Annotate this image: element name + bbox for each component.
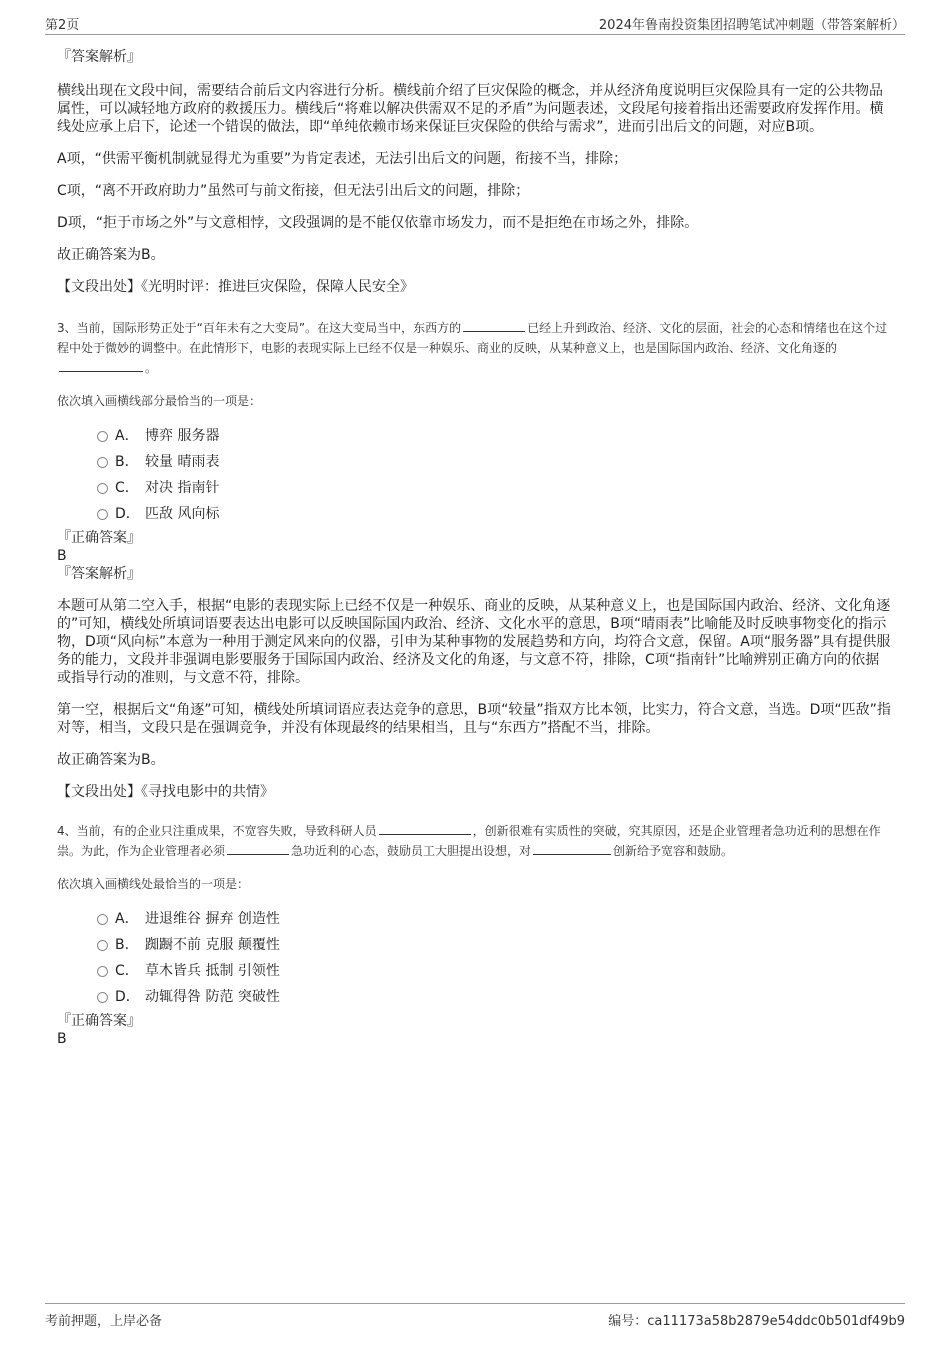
radio-icon[interactable] <box>97 457 108 468</box>
analysis-paragraph: D项，“拒于市场之外”与文意相悖，文段强调的是不能仅依靠市场发力，而不是拒绝在市场之外，排除。 <box>57 215 699 231</box>
fill-blank <box>463 319 525 332</box>
radio-icon[interactable] <box>97 966 108 977</box>
question-stem: 4、当前，有的企业只注重成果，不宽容失败，导致科研人员 ，创新很难有实质性的突破，究其原因，还是企业管理者急功近利的思想在作祟。为此，作为企业管理者必须 急功近利的心态，鼓励员工大胆提出设想，对 创新给予宽容和鼓励。 <box>57 824 881 858</box>
radio-icon[interactable] <box>97 940 108 951</box>
radio-icon[interactable] <box>97 992 108 1003</box>
fill-blank <box>379 822 471 835</box>
document-title: 2024年鲁南投资集团招聘笔试冲刺题（带答案解析） <box>598 18 905 33</box>
answer-label: 『正确答案』 <box>57 530 141 546</box>
question-prompt: 依次填入画横线部分最恰当的一项是： <box>57 394 262 408</box>
radio-icon[interactable] <box>97 509 108 520</box>
fill-blank <box>533 842 611 855</box>
page-header <box>45 12 905 35</box>
analysis-paragraph: 横线出现在文段中间，需要结合前后文内容进行分析。横线前介绍了巨灾保险的概念，并从经济角度说明巨灾保险具有一定的公共物品属性，可以减轻地方政府的救援压力。横线后“将难以解决供需双不足的矛盾”为问题表述，文段尾句接着指出还需要政府发挥作用。横线处应承上启下，论述一个错误的做法，即“单纯依赖市场来保证巨灾保险的供给与需求”，进而引出后文的问题，对应B项。 <box>57 83 884 135</box>
analysis-paragraph: C项，“离不开政府助力”虽然可与前文衔接，但无法引出后文的问题，排除； <box>57 183 530 199</box>
option-b[interactable]: B． 踟蹰不前 克服 颠覆性 <box>57 932 892 958</box>
answer-value: B <box>57 1031 67 1047</box>
fill-blank <box>227 842 289 855</box>
option-c[interactable]: C． 对决 指南针 <box>57 475 892 501</box>
answer-conclusion: 故正确答案为B。 <box>57 247 165 263</box>
page-number: 第2页 <box>45 18 80 33</box>
footer-slogan: 考前押题，上岸必备 <box>45 1314 163 1329</box>
document-code: 编号：ca11173a58b2879e54ddc0b501df49b9 <box>608 1314 905 1329</box>
source-citation: 【文段出处】《寻找电影中的共情》 <box>57 784 274 800</box>
main-content <box>57 48 892 1048</box>
answer-conclusion: 故正确答案为B。 <box>57 752 165 768</box>
option-a[interactable]: A． 博弈 服务器 <box>57 423 892 449</box>
option-c[interactable]: C． 草木皆兵 抵制 引领性 <box>57 958 892 984</box>
answer-value: B <box>57 548 67 564</box>
analysis-paragraph: 第一空，根据后文“角逐”可知，横线处所填词语应表达竞争的意思，B项“较量”指双方比本领，比实力，符合文意，当选。D项“匹敌”指对等，相当，文段只是在强调竞争，并没有体现最终的结果相当，且与“东西方”搭配不当，排除。 <box>57 702 891 736</box>
analysis-label: 『答案解析』 <box>57 566 141 582</box>
options-list <box>57 906 892 1010</box>
page-footer <box>45 1303 905 1328</box>
answer-label: 『正确答案』 <box>57 1013 141 1029</box>
radio-icon[interactable] <box>97 483 108 494</box>
question-stem: 3、当前，国际形势正处于“百年未有之大变局”。在这大变局当中，东西方的 已经上升到政治、经济、文化的层面，社会的心态和情绪也在这个过程中处于微妙的调整中。在此情形下，电影的表现实际上已经不仅是一种娱乐、商业的反映，从某种意义上，也是国际国内政治、经济、文化角逐的。 <box>57 321 888 375</box>
question-prompt: 依次填入画横线处最恰当的一项是： <box>57 877 250 891</box>
option-d[interactable]: D． 动辄得咎 防范 突破性 <box>57 984 892 1010</box>
option-a[interactable]: A． 进退维谷 摒弃 创造性 <box>57 906 892 932</box>
option-d[interactable]: D． 匹敌 风向标 <box>57 501 892 527</box>
radio-icon[interactable] <box>97 431 108 442</box>
option-b[interactable]: B． 较量 晴雨表 <box>57 449 892 475</box>
analysis-paragraph: A项，“供需平衡机制就显得尤为重要”为肯定表述，无法引出后文的问题，衔接不当，排除； <box>57 151 628 167</box>
source-citation: 【文段出处】《光明时评：推进巨灾保险，保障人民安全》 <box>57 279 414 295</box>
radio-icon[interactable] <box>97 914 108 925</box>
fill-blank <box>59 359 143 372</box>
options-list <box>57 423 892 527</box>
analysis-paragraph: 本题可从第二空入手，根据“电影的表现实际上已经不仅是一种娱乐、商业的反映，从某种意义上，也是国际国内政治、经济、文化角逐的”可知，横线处所填词语要表达出电影可以反映国际国内政治、经济、文化水平的意思，B项“晴雨表”比喻能及时反映事物变化的指示物，D项“风向标”本意为一种用于测定风来向的仪器，引申为某种事物的发展趋势和方向，均符合文意，保留。A项“服务器”具有提供服务的能力，文段并非强调电影要服务于国际国内政治、经济及文化的角逐，与文意不符，排除，C项“指南针”比喻辨别正确方向的依据或指导行动的准则，与文意不符，排除。 <box>57 598 891 686</box>
analysis-label: 『答案解析』 <box>57 49 141 65</box>
